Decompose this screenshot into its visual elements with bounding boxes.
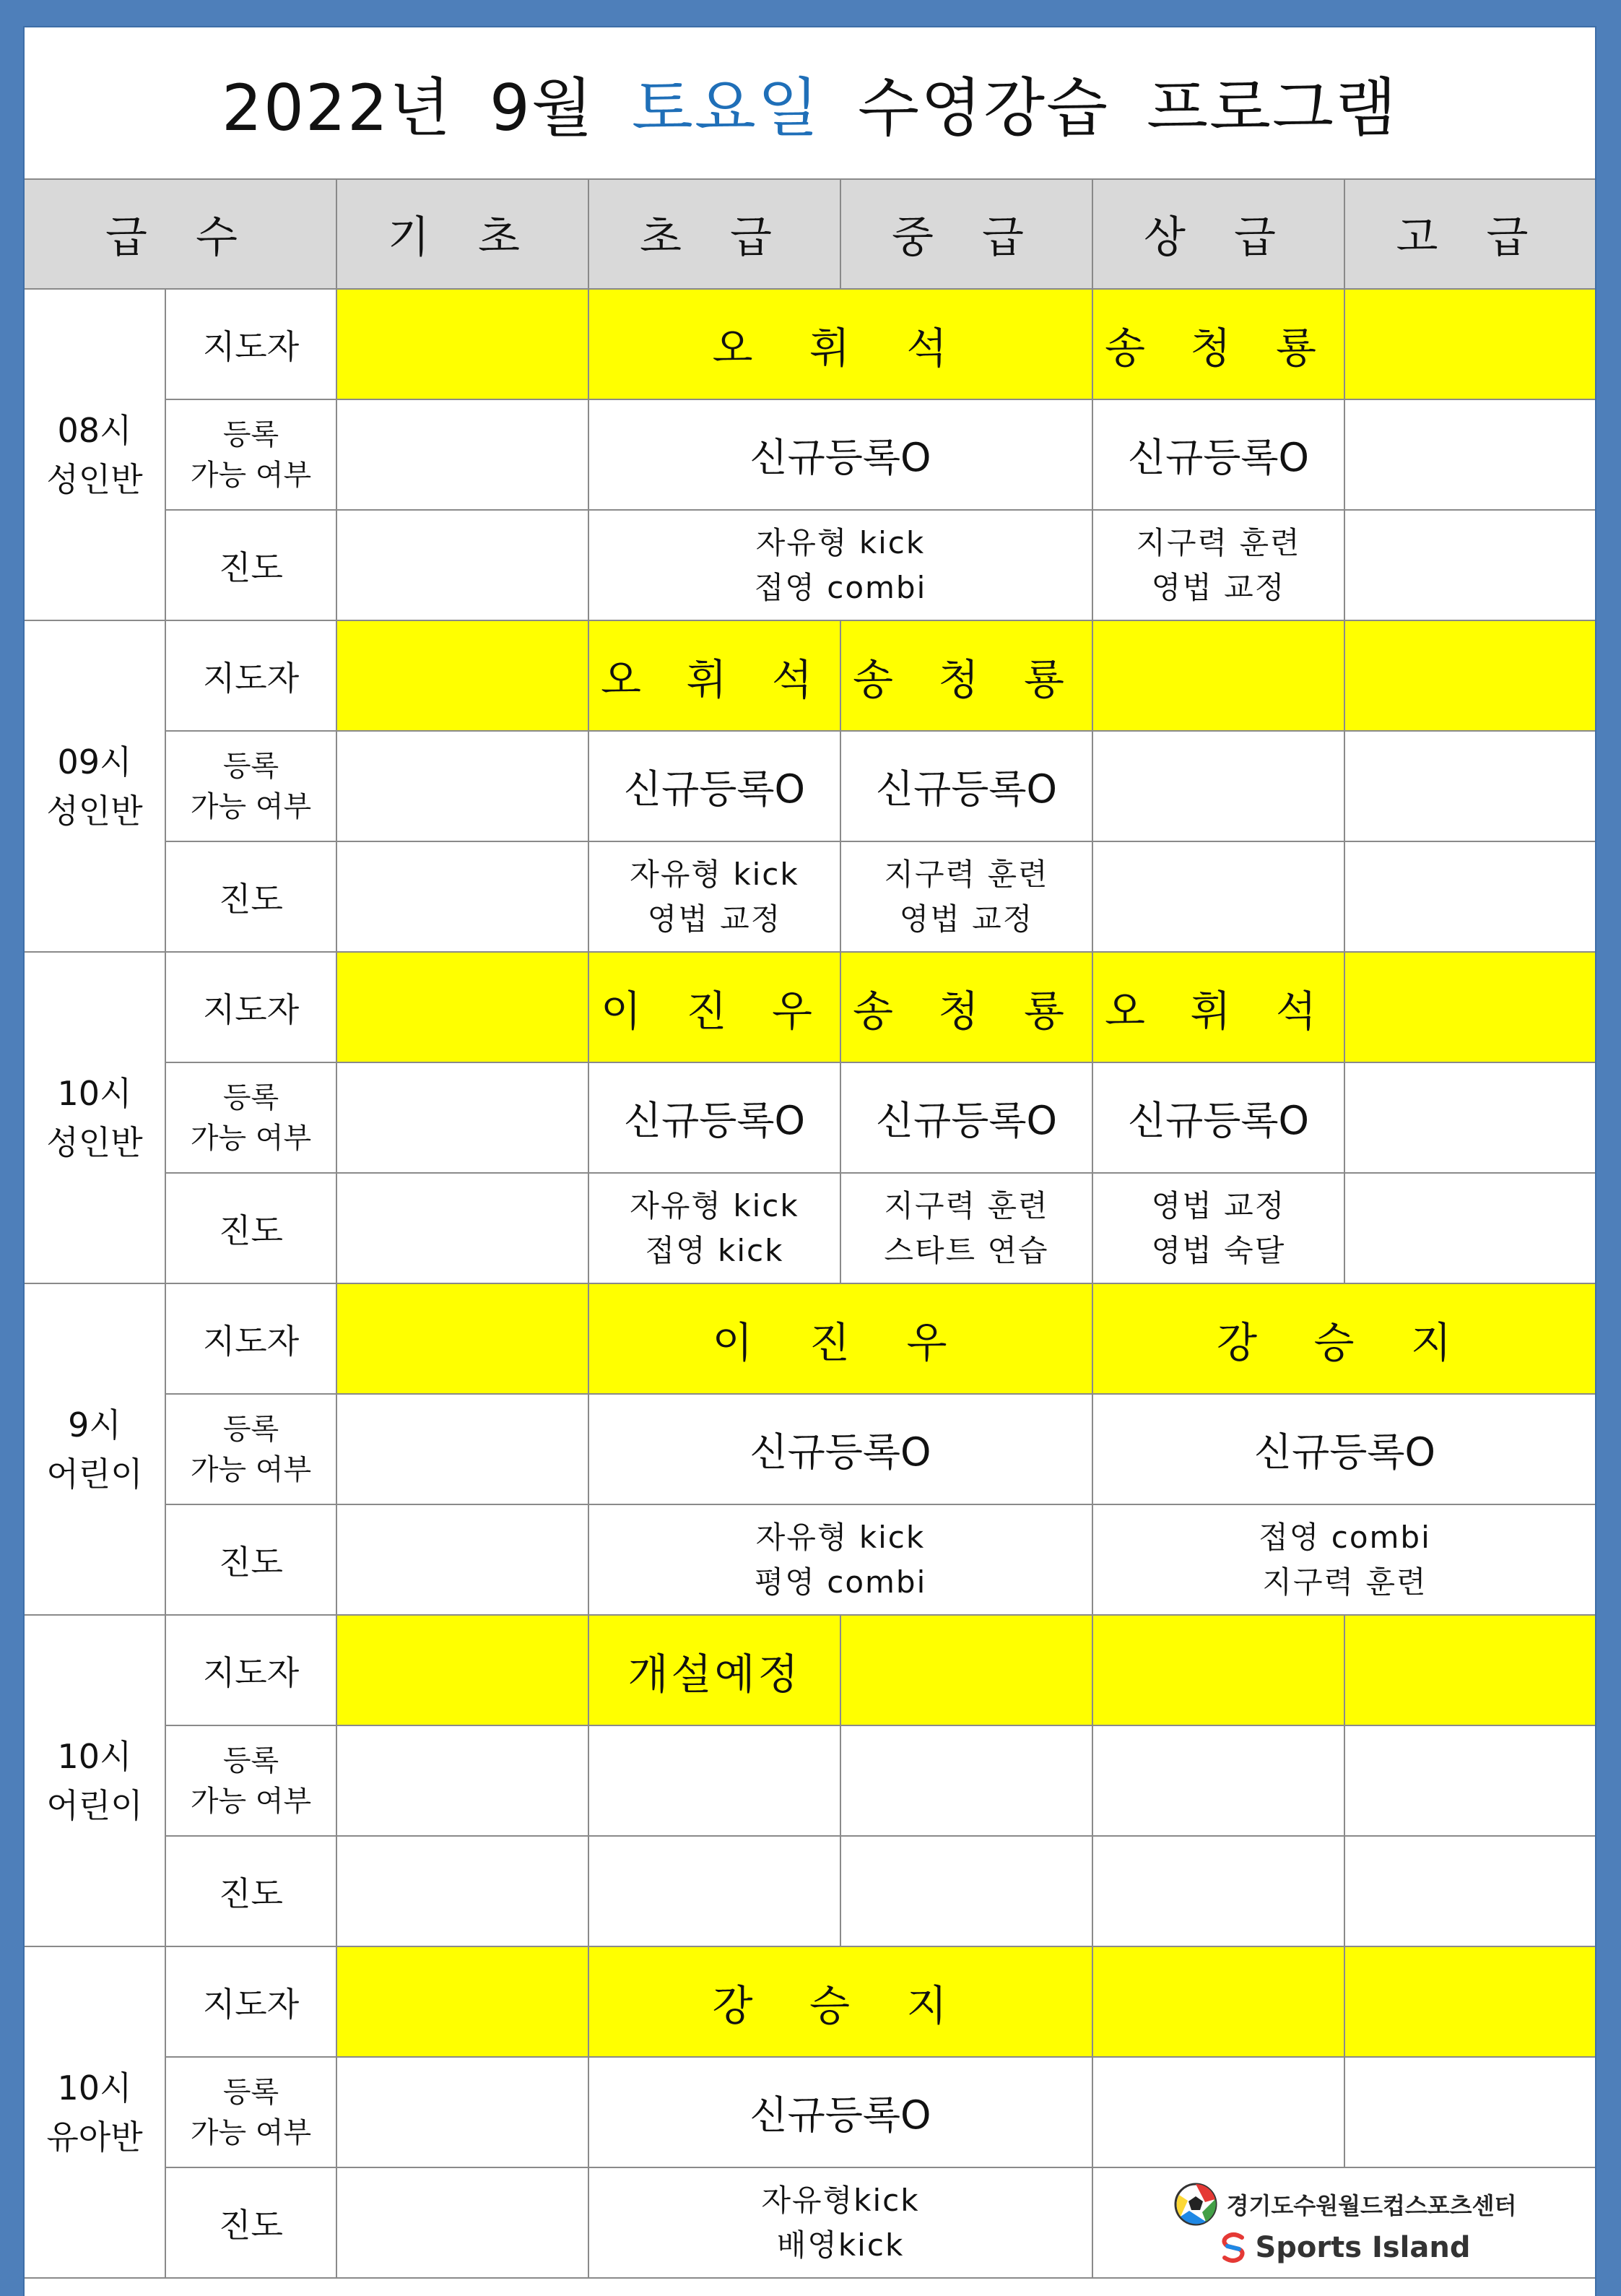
progress-cell: 자유형 kick 영법 교정 [588,841,840,952]
cell-advanced [1344,1615,1596,1725]
schedule-table [23,178,1596,2279]
registration-cell: 신규등록O [588,399,1092,510]
schedule-sheet [23,26,1596,2296]
cell-basic [336,1725,588,1836]
cell-basic [336,1615,588,1725]
cell-advanced [1344,1946,1596,2057]
header-grade: 급 수 [24,179,336,289]
cell-basic [336,1062,588,1173]
label-instructor: 지도자 [165,952,336,1062]
header-beginner: 초 급 [588,179,840,289]
header-row [24,179,1596,289]
cell-basic [336,620,588,731]
title-program: 수영강습 프로그램 [857,70,1398,145]
session-1-registration-row [24,731,1596,841]
label-progress: 진도 [165,841,336,952]
cell-basic [336,289,588,399]
cell-intermediate [840,1615,1092,1725]
cell-advanced [1344,1173,1596,1283]
instructor-cell: 오 휘 석 [588,620,840,731]
session-0-progress-row [24,510,1596,620]
progress-cell: 자유형 kick 접영 combi [588,510,1092,620]
cell-advanced [1344,620,1596,731]
cell-basic [336,1836,588,1946]
session-group: 08시 성인반 [24,289,165,620]
instructor-cell: 오 휘 석 [588,289,1092,399]
cell-basic [336,510,588,620]
session-group: 10시 어린이 [24,1615,165,1946]
cell-basic [336,841,588,952]
instructor-cell: 송 청 룡 [840,952,1092,1062]
soccer-ball-icon [1173,2182,1218,2227]
cell-upper [1092,1725,1344,1836]
label-instructor: 지도자 [165,1283,336,1394]
progress-cell: 지구력 훈련 영법 교정 [1092,510,1344,620]
header-upper: 상 급 [1092,179,1344,289]
cell-basic [336,2167,588,2278]
cell-basic [336,399,588,510]
label-progress: 진도 [165,2167,336,2278]
cell-upper [1092,2057,1344,2167]
progress-cell: 영법 교정 영법 숙달 [1092,1173,1344,1283]
registration-cell: 신규등록O [588,2057,1092,2167]
logo-cell [1092,2167,1596,2278]
cell-basic [336,1946,588,2057]
cell-beginner [588,1836,840,1946]
progress-cell: 접영 combi 지구력 훈련 [1092,1504,1596,1615]
session-2-progress-row [24,1173,1596,1283]
session-1-progress-row [24,841,1596,952]
center-name: 경기도수원월드컵스포츠센터 [1226,2191,1517,2219]
progress-cell: 자유형 kick 평영 combi [588,1504,1092,1615]
header-intermediate: 중 급 [840,179,1092,289]
cell-basic [336,2057,588,2167]
session-0-registration-row [24,399,1596,510]
session-group: 9시 어린이 [24,1283,165,1615]
cell-advanced [1344,289,1596,399]
label-instructor: 지도자 [165,1946,336,2057]
cell-advanced [1344,399,1596,510]
instructor-cell: 송 청 룡 [840,620,1092,731]
session-0-instructor-row [24,289,1596,399]
cell-basic [336,1504,588,1615]
registration-cell: 신규등록O [1092,399,1344,510]
title-date: 2022년 9월 [222,70,594,145]
registration-cell: 신규등록O [588,1394,1092,1504]
session-3-progress-row [24,1504,1596,1615]
session-4-registration-row [24,1725,1596,1836]
instructor-cell: 강 승 지 [1092,1283,1596,1394]
instructor-cell: 이 진 우 [588,1283,1092,1394]
cell-advanced [1344,510,1596,620]
cell-beginner [588,1725,840,1836]
cell-upper [1092,620,1344,731]
session-5-registration-row [24,2057,1596,2167]
session-4-progress-row [24,1836,1596,1946]
progress-cell: 지구력 훈련 영법 교정 [840,841,1092,952]
cell-basic [336,952,588,1062]
instructor-cell: 개설예정 [588,1615,840,1725]
label-instructor: 지도자 [165,289,336,399]
label-registration: 등록 가능 여부 [165,1725,336,1836]
instructor-cell: 이 진 우 [588,952,840,1062]
label-registration: 등록 가능 여부 [165,399,336,510]
cell-advanced [1344,2057,1596,2167]
title-day: 토요일 [631,70,820,145]
cell-basic [336,1283,588,1394]
cell-upper [1092,1946,1344,2057]
cell-intermediate [840,1725,1092,1836]
progress-cell: 자유형 kick 접영 kick [588,1173,840,1283]
label-progress: 진도 [165,1504,336,1615]
session-2-registration-row [24,1062,1596,1173]
label-instructor: 지도자 [165,1615,336,1725]
cell-advanced [1344,1725,1596,1836]
registration-cell: 신규등록O [1092,1394,1596,1504]
session-group: 09시 성인반 [24,620,165,952]
session-1-instructor-row [24,620,1596,731]
page-title [25,27,1595,178]
progress-cell: 자유형kick 배영kick [588,2167,1092,2278]
session-2-instructor-row [24,952,1596,1062]
header-basic: 기 초 [336,179,588,289]
cell-upper [1092,841,1344,952]
registration-cell: 신규등록O [840,731,1092,841]
cell-advanced [1344,841,1596,952]
instructor-cell: 송 청 룡 [1092,289,1344,399]
cell-basic [336,1394,588,1504]
cell-basic [336,1173,588,1283]
progress-cell: 지구력 훈련 스타트 연습 [840,1173,1092,1283]
registration-cell: 신규등록O [588,731,840,841]
cell-basic [336,731,588,841]
instructor-cell: 오 휘 석 [1092,952,1344,1062]
instructor-cell: 강 승 지 [588,1946,1092,2057]
session-3-instructor-row [24,1283,1596,1394]
label-progress: 진도 [165,1173,336,1283]
cell-advanced [1344,1836,1596,1946]
registration-cell: 신규등록O [588,1062,840,1173]
sports-island-s-icon [1219,2232,1248,2263]
session-5-instructor-row [24,1946,1596,2057]
brand-name: Sports Island [1255,2230,1471,2264]
registration-cell: 신규등록O [840,1062,1092,1173]
label-registration: 등록 가능 여부 [165,1062,336,1173]
cell-advanced [1344,731,1596,841]
session-3-registration-row [24,1394,1596,1504]
session-group: 10시 유아반 [24,1946,165,2278]
cell-upper [1092,1836,1344,1946]
label-instructor: 지도자 [165,620,336,731]
cell-advanced [1344,1062,1596,1173]
session-4-instructor-row [24,1615,1596,1725]
label-registration: 등록 가능 여부 [165,2057,336,2167]
label-registration: 등록 가능 여부 [165,1394,336,1504]
cell-intermediate [840,1836,1092,1946]
cell-upper [1092,731,1344,841]
registration-cell: 신규등록O [1092,1062,1344,1173]
sports-center-logo [1093,2182,1596,2264]
cell-upper [1092,1615,1344,1725]
session-5-progress-row [24,2167,1596,2278]
label-progress: 진도 [165,510,336,620]
cell-advanced [1344,952,1596,1062]
label-progress: 진도 [165,1836,336,1946]
session-group: 10시 성인반 [24,952,165,1283]
label-registration: 등록 가능 여부 [165,731,336,841]
header-advanced: 고 급 [1344,179,1596,289]
